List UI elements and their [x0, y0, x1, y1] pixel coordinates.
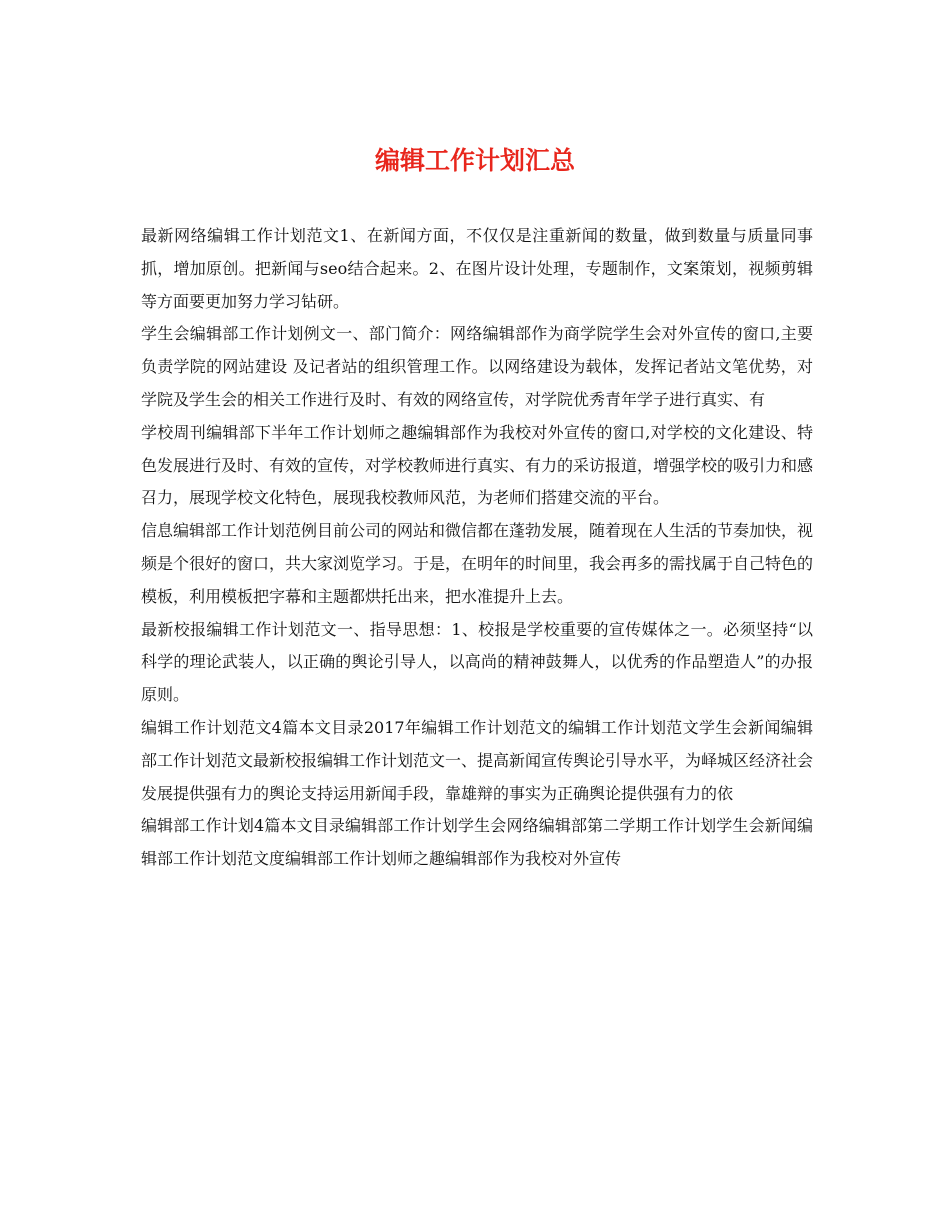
document-body	[141, 220, 813, 876]
paragraph-school-weekly-editorial: 学校周刊编辑部下半年工作计划师之趣编辑部作为我校对外宣传的窗口,对学校的文化建设、特色发展进行及时、有效的宣传，对学校教师进行真实、有力的采访报道，增强学校的吸引力和感召力，展现学校文化特色，展现我校教师风范，为老师们搭建交流的平台。	[141, 422, 814, 508]
paragraph-editorial-department-plan: 编辑部工作计划4篇本文目录编辑部工作计划学生会网络编辑部第二学期工作计划学生会新闻编辑部工作计划范文度编辑部工作计划师之趣编辑部作为我校对外宣传	[141, 816, 813, 869]
paragraph-online-editor-plan: 最新网络编辑工作计划范文1、在新闻方面，不仅仅是注重新闻的数量，做到数量与质量同事抓，增加原创。把新闻与seo结合起来。2、在图片设计处理，专题制作，文案策划，视频剪辑等方面要更加努力学习钻研。	[141, 226, 813, 311]
document-title: 编辑工作计划汇总	[374, 146, 575, 175]
paragraph-editing-plan-samples: 编辑工作计划范文4篇本文目录2017年编辑工作计划范文的编辑工作计划范文学生会新闻编辑部工作计划范文最新校报编辑工作计划范文一、提高新闻宣传舆论引导水平，为峄城区经济社会发展提供强有力的舆论支持运用新闻手段，靠雄辩的事实为正确舆论提供强有力的依	[141, 717, 814, 803]
paragraph-student-union-editorial: 学生会编辑部工作计划例文一、部门简介：网络编辑部作为商学院学生会对外宣传的窗口,主要负责学院的网站建设 及记者站的组织管理工作。以网络建设为载体，发挥记者站文笔优势，对学院及学生会的相关工作进行及时、有效的网络宣传，对学院优秀青年学子进行真实、有	[141, 324, 813, 409]
paragraph-information-editorial: 信息编辑部工作计划范例目前公司的网站和微信都在蓬勃发展，随着现在人生活的节奏加快，视频是个很好的窗口，共大家浏览学习。于是，在明年的时间里，我会再多的需找属于自己特色的模板，利用模板把字幕和主题都烘托出来，把水准提升上去。	[141, 521, 814, 606]
paragraph-school-newspaper-plan: 最新校报编辑工作计划范文一、指导思想：1、校报是学校重要的宣传媒体之一。必须坚持“以科学的理论武装人，以正确的舆论引导人，以高尚的精神鼓舞人，以优秀的作品塑造人”的办报原则。	[141, 619, 813, 705]
